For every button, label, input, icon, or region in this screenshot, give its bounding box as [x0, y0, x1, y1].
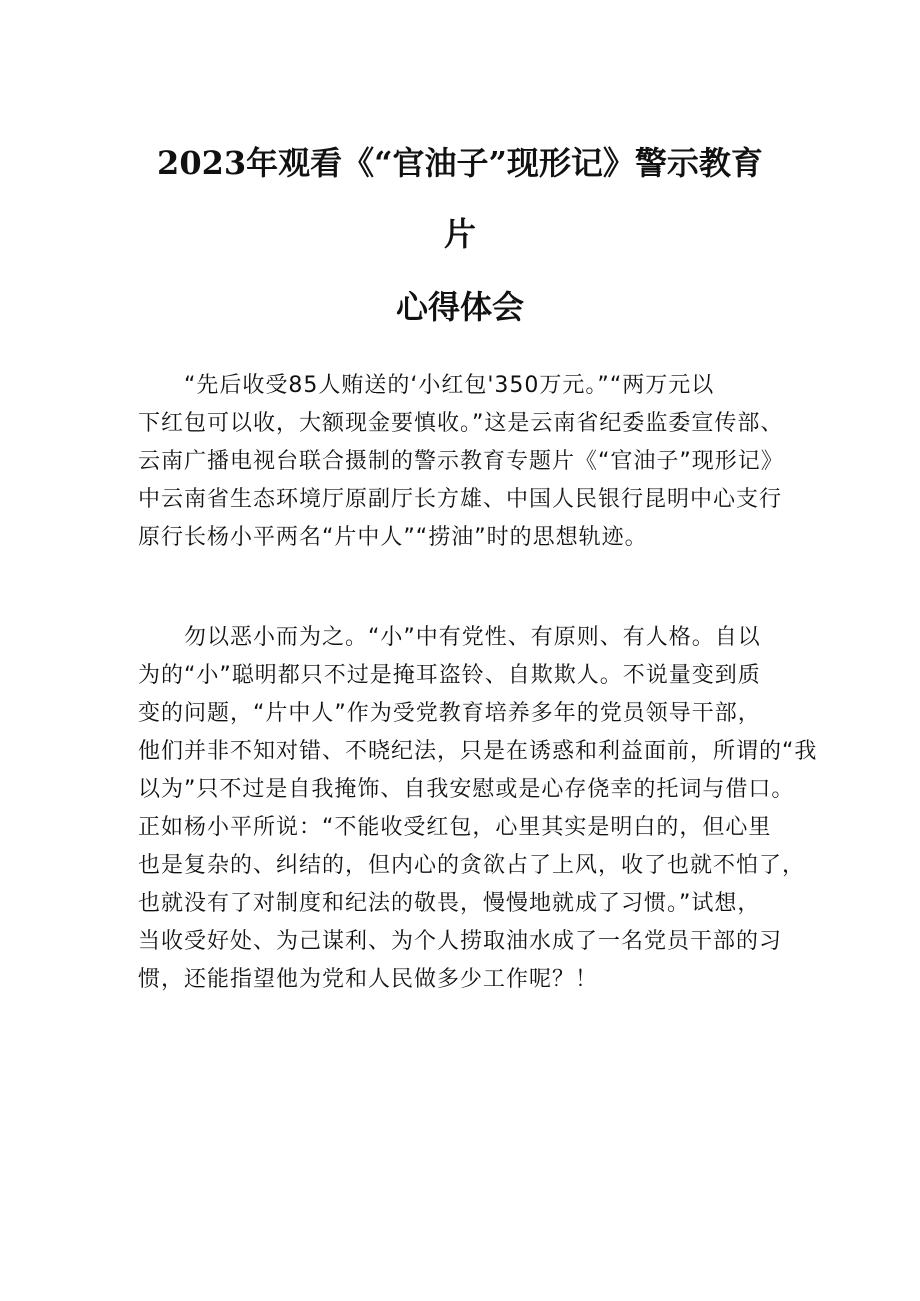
paragraph-line: 以为”只不过是自我掩饰、自我安慰或是心存侥幸的托词与借口。 [138, 777, 795, 802]
paragraph-line: 中云南省生态环境厅原副厅长方雄、中国人民银行昆明中心支行 [138, 487, 783, 512]
paragraph-line: 变的问题，“片中人”作为受党教育培养多年的党员领导干部， [138, 701, 761, 726]
paragraph-line: 惯，还能指望他为党和人民做多少工作呢？！ [138, 967, 599, 992]
paragraph-line: 勿以恶小而为之。“小”中有党性、有原则、有人格。自以 [138, 625, 761, 650]
paragraph-line: 为的“小”聪明都只不过是掩耳盗铃、自欺欺人。不说量变到质 [138, 663, 761, 688]
paragraph-line: 正如杨小平所说：“不能收受红包，心里其实是明白的，但心里 [138, 815, 772, 840]
paragraph-line: 也是复杂的、纠结的，但内心的贪欲占了上风，收了也就不怕了， [138, 853, 806, 878]
paragraph-line: 原行长杨小平两名“片中人”“捞油”时的思想轨迹。 [138, 525, 648, 550]
subtitle: 心得体会 [395, 288, 524, 326]
title-line-1: 2023年观看《“官油子”现形记》警示教育 [157, 144, 763, 182]
paragraph-1 [138, 367, 802, 557]
paragraph-line: 也就没有了对制度和纪法的敬畏，慢慢地就成了习惯。”试想， [138, 891, 761, 916]
paragraph-line: 云南广播电视台联合摄制的警示教育专题片《“官油子”现形记》 [138, 449, 784, 474]
paragraph-line: 当收受好处、为己谋利、为个人捞取油水成了一名党员干部的习 [138, 929, 783, 954]
paragraph-2 [138, 619, 818, 999]
paragraph-line: “先后收受85人贿送的‘小红包'350万元。”“两万元以 [138, 373, 715, 398]
title-line-2: 片 [443, 215, 476, 253]
paragraph-line: 他们并非不知对错、不晓纪法，只是在诱惑和利益面前，所谓的“我 [138, 739, 818, 764]
paragraph-line: 下红包可以收，大额现金要慎收。”这是云南省纪委监委宣传部、 [138, 411, 784, 436]
